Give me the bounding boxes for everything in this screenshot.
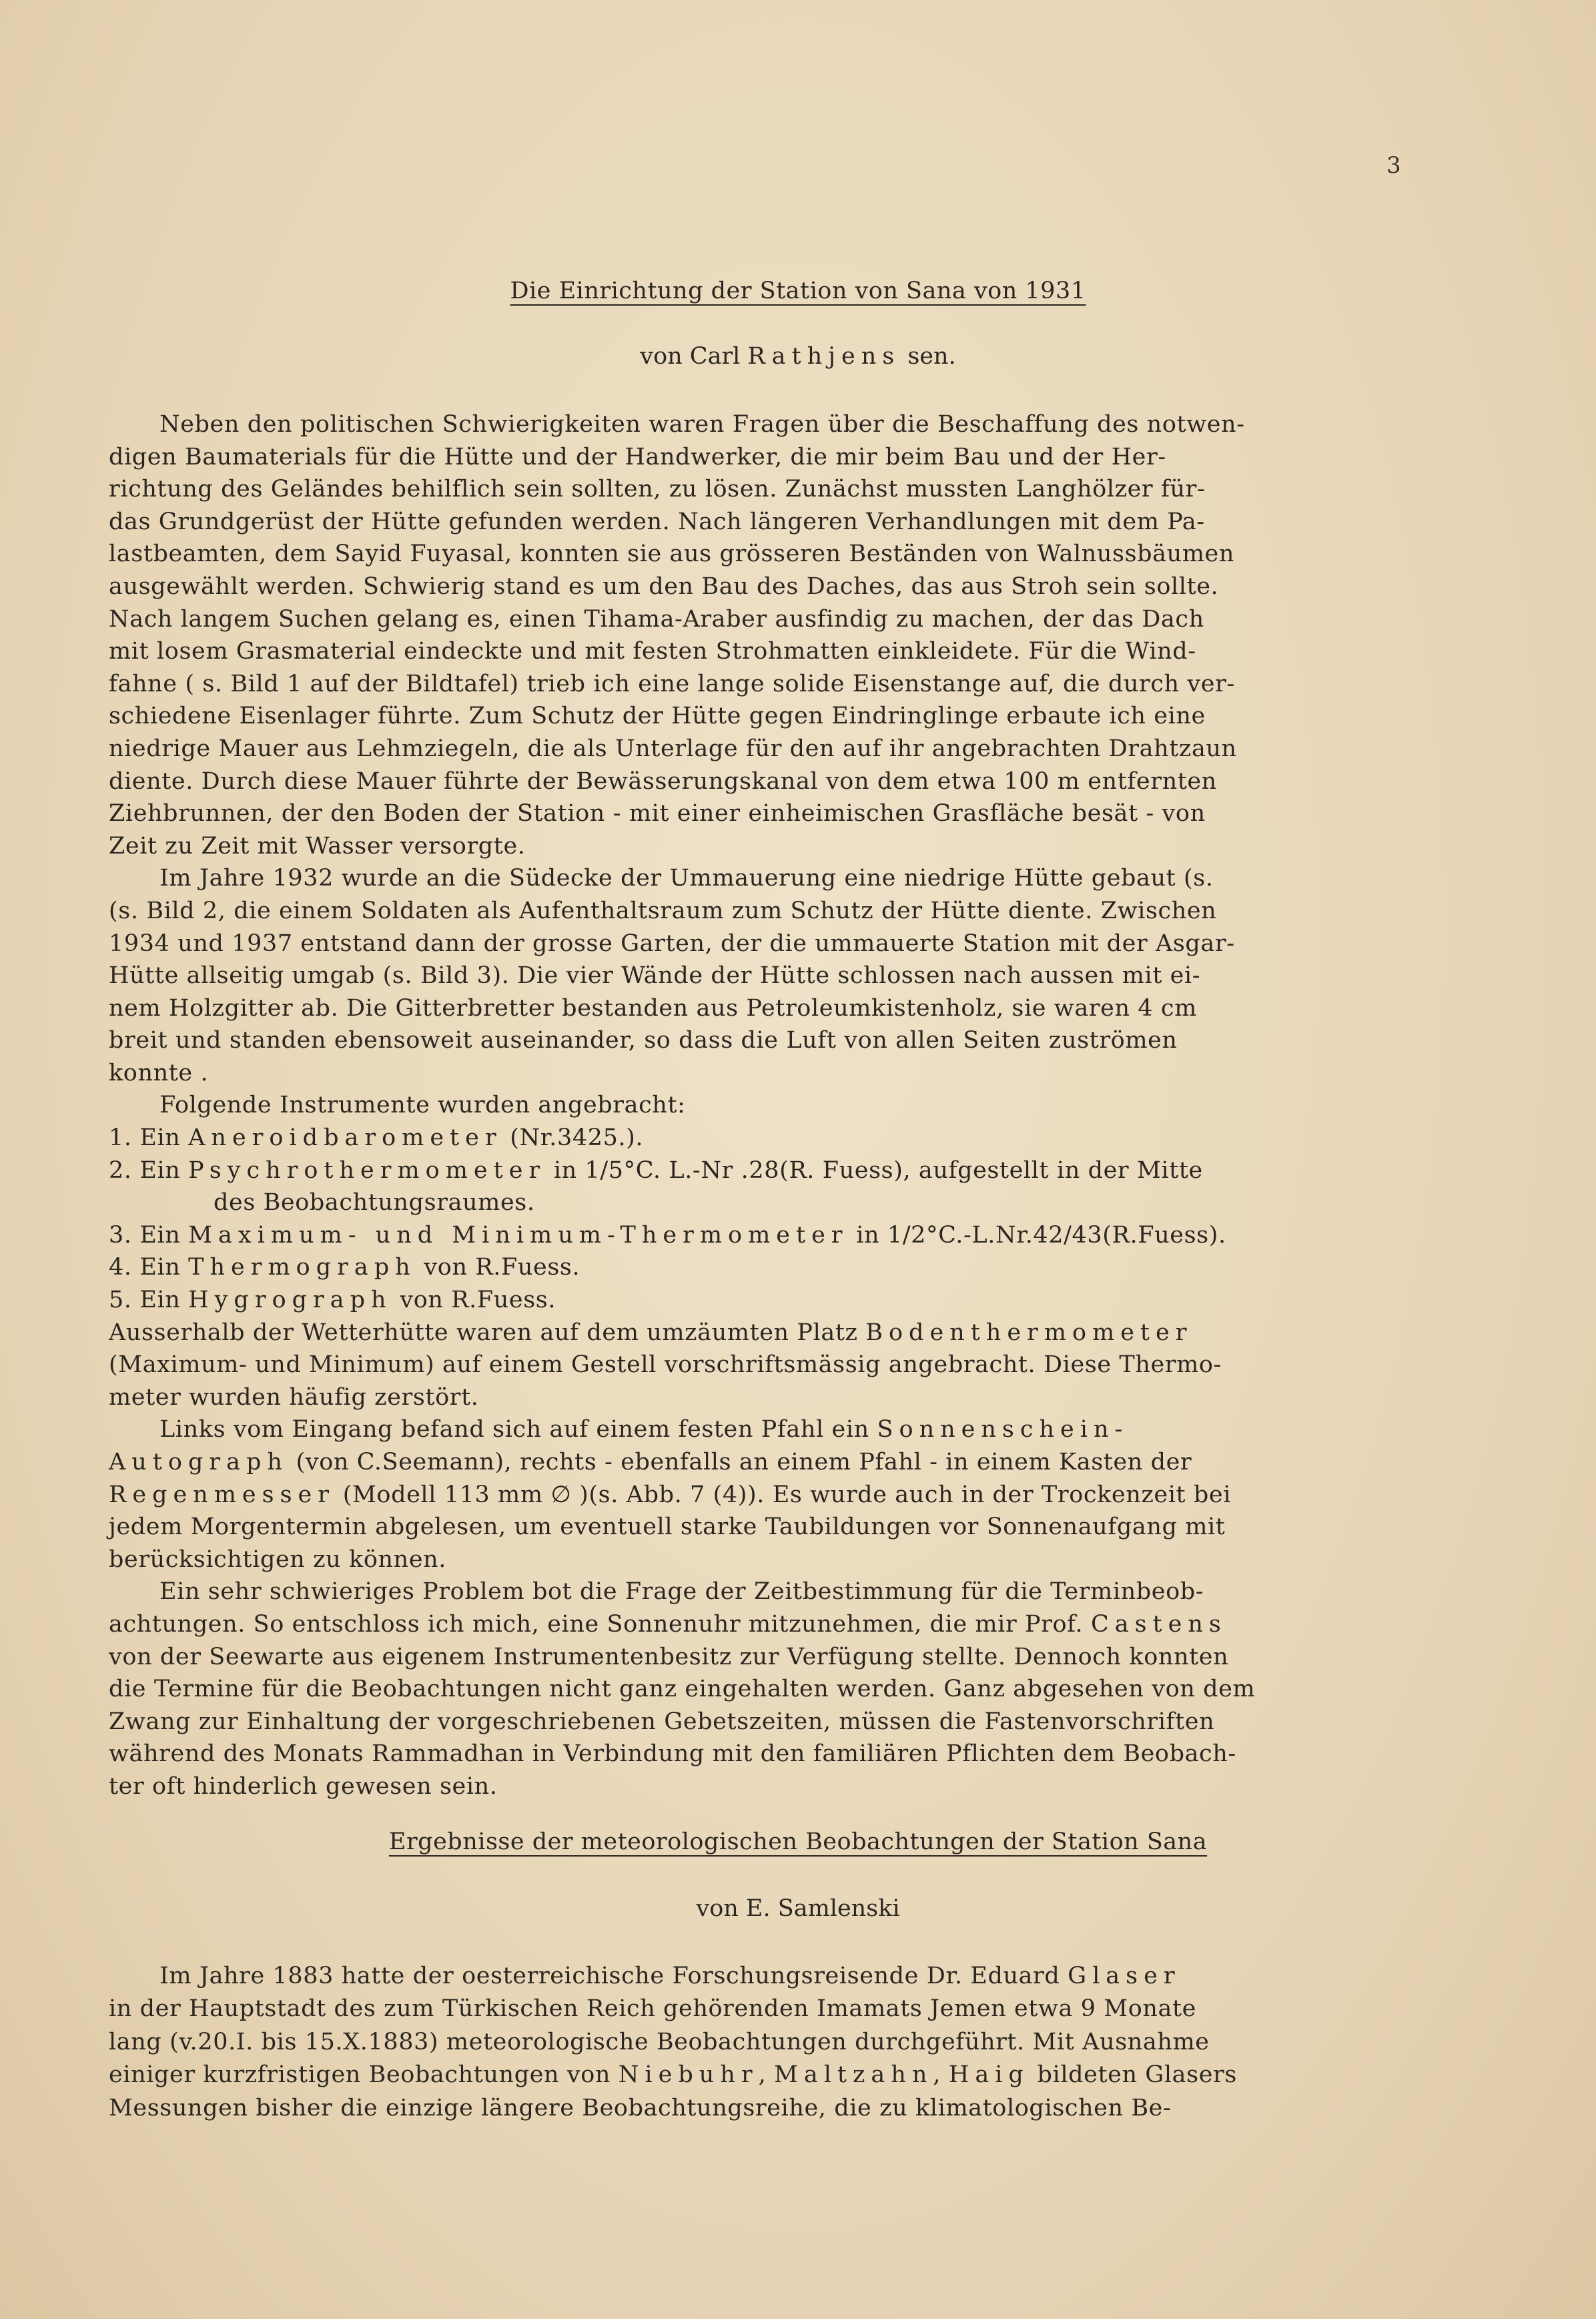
instrument-name: Aneroidbarometer xyxy=(188,1124,502,1152)
instrument-item: 5. Ein Hygrograph von R.Fuess. xyxy=(109,1287,556,1314)
instrument-item: 1. Ein Aneroidbarometer (Nr.3425.). xyxy=(109,1124,644,1152)
article-1-title xyxy=(0,278,1596,304)
article-2-title xyxy=(0,1829,1596,1855)
text-line: während des Monats Rammadhan in Verbindung mit den familiären Pflichten dem Beobach- xyxy=(109,1740,1236,1768)
text-line: breit und standen ebensoweit auseinander, so dass die Luft von allen Seiten zuströmen xyxy=(109,1027,1178,1054)
text-line: nem Holzgitter ab. Die Gitterbretter bestanden aus Petroleumkistenholz, sie waren 4 cm xyxy=(109,994,1197,1022)
text-line: Links vom Eingang befand sich auf einem festen Pfahl ein Sonnenschein- xyxy=(159,1416,1129,1443)
text-line: Ein sehr schwieriges Problem bot die Frage der Zeitbestimmung für die Terminbeob- xyxy=(159,1578,1204,1606)
text-line: Ausserhalb der Wetterhütte waren auf dem umzäumten Platz Bodenthermometer xyxy=(109,1319,1193,1346)
text-line: lastbeamten, dem Sayid Fuyasal, konnten sie aus grösseren Beständen von Walnussbäumen xyxy=(109,541,1235,568)
text-line: fahne ( s. Bild 1 auf der Bildtafel) trieb ich eine lange solide Eisenstange auf, die durch ver- xyxy=(109,670,1235,697)
text-line: jedem Morgentermin abgelesen, um eventuell starke Taubildungen vor Sonnenaufgang mit xyxy=(109,1514,1226,1541)
instrument-item: 2. Ein Psychrothermometer in 1/5°C. L.-Nr .28(R. Fuess), aufgestellt in der Mitte xyxy=(109,1156,1203,1184)
instrument-item: 3. Ein Maximum- und Minimum-Thermometer in 1/2°C.-L.Nr.42/43(R.Fuess). xyxy=(109,1221,1226,1249)
article-1-title-text: Die Einrichtung der Station von Sana von 1931 xyxy=(510,278,1086,304)
instrument-name: Thermograph xyxy=(188,1254,416,1281)
instrument-name: Maximum- und Minimum-Thermometer xyxy=(188,1221,849,1249)
text-line: achtungen. So entschloss ich mich, eine Sonnenuhr mitzunehmen, die mir Prof. Castens xyxy=(109,1610,1227,1638)
text-line: Neben den politischen Schwierigkeiten waren Fragen über die Beschaffung des notwen- xyxy=(159,411,1245,438)
article-2-body xyxy=(109,1960,1443,2125)
text-line: diente. Durch diese Mauer führte der Bewässerungskanal von dem etwa 100 m entfernten xyxy=(109,767,1217,795)
text-line: in der Hauptstadt des zum Türkischen Reich gehörenden Imamats Jemen etwa 9 Monate xyxy=(109,1995,1196,2023)
text-line: Folgende Instrumente wurden angebracht: xyxy=(159,1092,686,1119)
text-line: Zwang zur Einhaltung der vorgeschriebenen Gebetszeiten, müssen die Fastenvorschriften xyxy=(109,1708,1215,1735)
text-line: ter oft hinderlich gewesen sein. xyxy=(109,1772,498,1800)
text-line: schiedene Eisenlager führte. Zum Schutz der Hütte gegen Eindringlinge erbaute ich eine xyxy=(109,703,1206,730)
instrument-item: 4. Ein Thermograph von R.Fuess. xyxy=(109,1254,580,1281)
text-line: richtung des Geländes behilflich sein sollten, zu lösen. Zunächst mussten Langhölzer für- xyxy=(109,476,1206,503)
text-line: einiger kurzfristigen Beobachtungen von Niebuhr, Maltzahn, Haig bildeten Glasers xyxy=(109,2061,1237,2089)
text-line: das Grundgerüst der Hütte gefunden werden. Nach längeren Verhandlungen mit dem Pa- xyxy=(109,508,1205,535)
article-1-byline: von Carl Rathjens sen. xyxy=(640,343,956,370)
text-line: niedrige Mauer aus Lehmziegeln, die als Unterlage für den auf ihr angebrachten Drahtzaun xyxy=(109,735,1237,762)
instrument-name: Psychrothermometer xyxy=(188,1156,546,1184)
text-line: Autograph (von C.Seemann), rechts - ebenfalls an einem Pfahl - in einem Kasten der xyxy=(109,1449,1192,1475)
instrument-item-continuation: des Beobachtungsraumes. xyxy=(214,1189,535,1217)
text-line: digen Baumaterials für die Hütte und der Handwerker, die mir beim Bau und der Her- xyxy=(109,443,1166,470)
text-line: Im Jahre 1883 hatte der oesterreichische Forschungsreisende Dr. Eduard Glaser xyxy=(159,1963,1181,1989)
text-line: lang (v.20.I. bis 15.X.1883) meteorologische Beobachtungen durchgeführt. Mit Ausnahme xyxy=(109,2028,1210,2055)
instrument-name: Hygrograph xyxy=(188,1287,392,1314)
text-line: Hütte allseitig umgab (s. Bild 3). Die vier Wände der Hütte schlossen nach aussen mit ei- xyxy=(109,962,1201,990)
article-1-body xyxy=(109,408,1443,1803)
text-line: (s. Bild 2, die einem Soldaten als Aufenthaltsraum zum Schutz der Hütte diente. Zwischen xyxy=(109,897,1217,924)
author-name: Rathjens xyxy=(747,343,901,370)
text-line: ausgewählt werden. Schwierig stand es um den Bau des Daches, das aus Stroh sein sollte. xyxy=(109,573,1219,600)
text-line: konnte . xyxy=(109,1059,209,1086)
article-2-byline: von E. Samlenski xyxy=(696,1895,900,1922)
text-line: Regenmesser (Modell 113 mm ∅ )(s. Abb. 7 (4)). Es wurde auch in der Trockenzeit bei xyxy=(109,1481,1231,1508)
text-line: von der Seewarte aus eigenem Instrumentenbesitz zur Verfügung stellte. Dennoch konnten xyxy=(109,1643,1229,1670)
text-line: Messungen bisher die einzige längere Beobachtungsreihe, die zu klimatologischen Be- xyxy=(109,2094,1172,2121)
text-line: Zeit zu Zeit mit Wasser versorgte. xyxy=(109,832,526,860)
article-2-title-text: Ergebnisse der meteorologischen Beobachtungen der Station Sana xyxy=(388,1829,1208,1855)
text-line: Nach langem Suchen gelang es, einen Tihama-Araber ausfindig zu machen, der das Dach xyxy=(109,605,1204,633)
page-number: 3 xyxy=(1386,152,1401,179)
text-line: 1934 und 1937 entstand dann der grosse Garten, der die ummauerte Station mit der Asgar- xyxy=(109,930,1235,957)
text-line: meter wurden häufig zerstört. xyxy=(109,1383,479,1411)
text-line: Im Jahre 1932 wurde an die Südecke der Ummauerung eine niedrige Hütte gebaut (s. xyxy=(159,865,1214,892)
text-line: (Maximum- und Minimum) auf einem Gestell vorschriftsmässig angebracht. Diese Thermo- xyxy=(109,1351,1222,1379)
text-line: die Termine für die Beobachtungen nicht ganz eingehalten werden. Ganz abgesehen von dem xyxy=(109,1676,1256,1703)
text-line: berücksichtigen zu können. xyxy=(109,1546,446,1573)
text-line: Ziehbrunnen, der den Boden der Station - mit einer einheimischen Grasfläche besät - von xyxy=(109,800,1206,827)
text-line: mit losem Grasmaterial eindeckte und mit festen Strohmatten einkleidete. Für die Wind- xyxy=(109,638,1196,665)
